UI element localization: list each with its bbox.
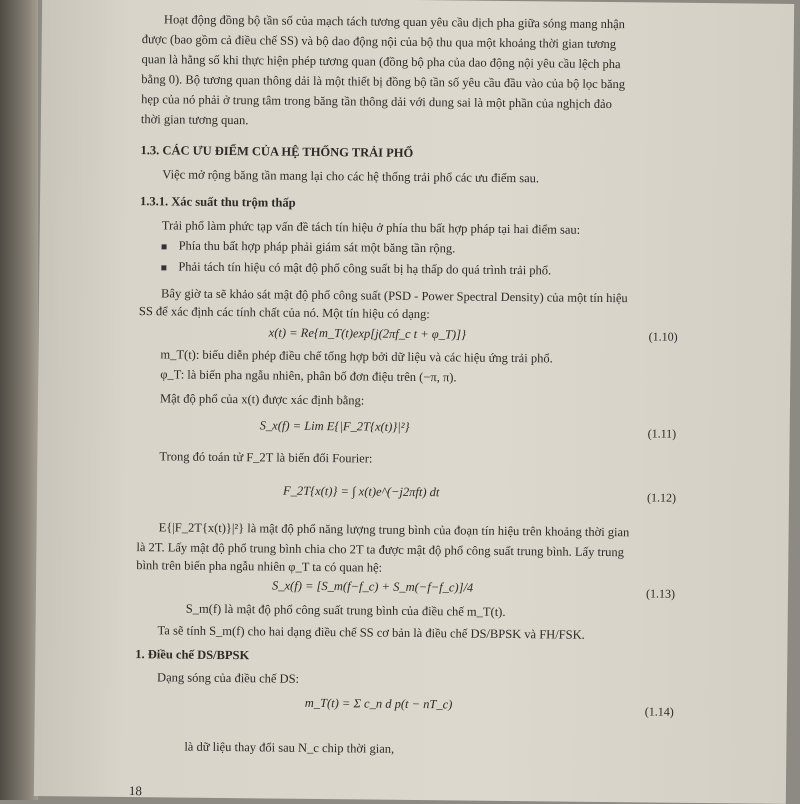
equation-number: (1.14) — [644, 704, 674, 719]
equation-1-13: S_x(f) = [S_m(f−f_c) + S_m(−f−f_c)]/4 — [271, 578, 474, 595]
bullet-item: Phía thu bất hợp pháp phải giám sát một băng tần rộng. — [162, 238, 456, 256]
equation-number: (1.12) — [646, 490, 677, 505]
energy-line-3: bình trên biến pha ngẫu nhiên φ_T ta có quan hệ: — [136, 558, 383, 575]
intro-line-2: được (bao gồm cả điều chế SS) và bộ dao động nội của bộ thu qua một khoảng thời gian tương — [141, 32, 617, 52]
psd-line-1: Bây giờ ta sẽ khảo sát mật độ phổ công suất (PSD - Power Spectral Density) của một tín hiệu — [161, 286, 628, 306]
equation-number: (1.10) — [648, 329, 678, 344]
bullet-icon — [162, 244, 167, 249]
fourier-lead: Trong đó toán tử F_2T là biến đổi Fourier: — [159, 449, 373, 466]
density-lead: Mật độ phổ của x(t) được xác định bằng: — [159, 391, 365, 408]
equation-number: (1.11) — [647, 426, 677, 441]
book-page — [34, 0, 794, 804]
equation-1-14: m_T(t) = Σ c_n d p(t − nT_c) — [304, 695, 453, 712]
subsection-lead: Trải phổ làm phức tạp vấn đề tách tín hiệu ở phía thu bất hợp pháp tại hai điểm sau: — [161, 218, 581, 237]
page-number: 18 — [128, 783, 142, 799]
section-lead: Việc mở rộng băng tần mang lại cho các hệ thống trải phổ các ưu điểm sau. — [162, 167, 540, 186]
equation-1-10: x(t) = Re{m_T(t)exp[j(2πf_c t + φ_T)]} — [268, 325, 467, 342]
bullet-icon — [161, 265, 166, 270]
bullet-item: Phải tách tín hiệu có mật độ phổ công suất bị hạ thấp do quá trình trải phổ. — [161, 259, 551, 278]
definition-phi: φ_T: là biến pha ngẫu nhiên, phân bố đơn điệu trên (−π, π). — [160, 367, 457, 385]
section-title: 1.3. CÁC ƯU ĐIỂM CỦA HỆ THỐNG TRẢI PHỔ — [140, 143, 414, 160]
intro-line-6: thời gian tương quan. — [140, 112, 249, 128]
energy-line-2: là 2T. Lấy mật độ phổ trung bình chia cho 2T ta được mật độ phổ công suất trung bình. Lấy trung — [136, 540, 624, 560]
definition-m: m_T(t): biểu diễn phép điều chế tổng hợp bởi dữ liệu và các hiệu ứng trải phổ. — [160, 347, 553, 366]
subsection-title: 1.3.1. Xác suất thu trộm thấp — [139, 194, 296, 210]
intro-line-1: Hoạt động đồng bộ tần số của mạch tách tương quan yêu cầu dịch pha giữa sóng mang nhận — [163, 12, 626, 32]
psd-line-2: SS để xác định các tính chất của nó. Một tín hiệu có dạng: — [138, 304, 430, 322]
intro-line-5: hẹp của nó phải ở trung tâm trong băng tần thông dải với dung sai là một phần của nghịch đảo — [141, 92, 612, 112]
last-line: là dữ liệu thay đổi sau N_c chip thời gian, — [184, 739, 395, 756]
definition-sm: S_m(f) là mật độ phổ công suất trung bình của điều chế m_T(t). — [185, 601, 506, 619]
energy-line-1: E{|F_2T{x(t)}|²} là mật độ phổ năng lượng trung bình của đoạn tín hiệu trên khoảng thời gian — [158, 520, 630, 540]
equation-1-11: S_x(f) = Lim E{|F_2T{x(t)}|²} — [259, 418, 410, 434]
book-spine-shadow — [0, 0, 38, 800]
equation-1-12: F_2T{x(t)} = ∫ x(t)e^(−j2πft) dt — [282, 483, 440, 500]
compute-line: Ta sẽ tính S_m(f) cho hai dạng điều chế SS cơ bản là điều chế DS/BPSK và FH/FSK. — [157, 623, 585, 642]
ds-title: 1. Điều chế DS/BPSK — [135, 647, 250, 663]
intro-line-3: quan là hằng số khi thực hiện phép tương quan (đồng bộ pha của dao động nội yêu cầu lệch pha — [141, 52, 621, 72]
ds-lead: Dạng sóng của điều chế DS: — [157, 670, 300, 686]
intro-line-4: bằng 0). Bộ tương quan thông dải là một thiết bị đồng bộ tần số yêu cầu đầu vào của bộ lọc băng — [141, 72, 626, 92]
equation-number: (1.13) — [645, 586, 676, 601]
